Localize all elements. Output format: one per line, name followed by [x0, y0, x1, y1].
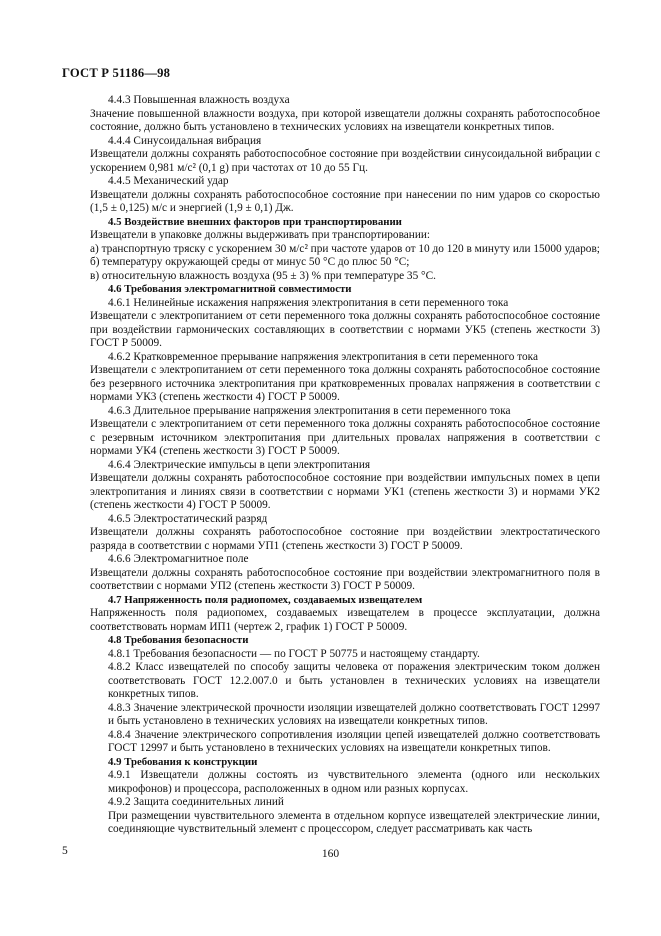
paragraph: Напряженность поля радиопомех, создаваемых извещателем в процессе эксплуатации, должна соответствовать нормам ИП1 (чертеж 2, график 1) ГОСТ Р 50009.: [90, 607, 600, 633]
paragraph: Извещатели должны сохранять работоспособное состояние при воздействии импульсных помех в цепи электропитания и линиях связи в соответствии с нормами УК1 (степень жесткости 3) и нормами УК2 (степень жесткости 4) ГОСТ Р 50009.: [90, 472, 600, 511]
paragraph: Извещатели с электропитанием от сети переменного тока должны сохранять работоспособное состояние при воздействии гармонических составляющих в соответствии с нормами УК5 (степень жесткости 3) ГОСТ Р 50009.: [90, 310, 600, 349]
section-heading: 4.7 Напряженность поля радиопомех, создаваемых извещателем: [108, 593, 423, 606]
paragraph: 4.8.1 Требования безопасности — по ГОСТ Р 50775 и настоящему стандарту.: [108, 647, 480, 660]
paragraph: При размещении чувствительного элемента в отдельном корпусе извещателей электрические линии, соединяющие чувствительный элемент с процессором, следует рассматривать как часть: [108, 809, 600, 835]
paragraph: в) относительную влажность воздуха (95 ± 3) % при температуре 35 °С.: [90, 269, 436, 282]
section-heading: 4.6 Требования электромагнитной совместимости: [108, 283, 352, 295]
paragraph: Извещатели в упаковке должны выдерживать при транспортировании:: [90, 229, 431, 241]
section-heading: 4.8 Требования безопасности: [108, 634, 249, 646]
paragraph: Значение повышенной влажности воздуха, при которой извещатели должны сохранять работоспособное состояние, должно быть установлено в технических условиях на извещатели конкретных типов.: [90, 107, 600, 133]
paragraph: 4.4.4 Синусоидальная вибрация: [108, 134, 262, 147]
paragraph: 4.8.2 Класс извещателей по способу защиты человека от поражения электрическим током должен соответствовать ГОСТ 12.2.007.0 и быть установлен в технических условиях на извещатели конкретных типов.: [108, 661, 600, 700]
page-number-left: 5: [62, 845, 68, 857]
paragraph: 4.6.6 Электромагнитное поле: [108, 553, 249, 565]
paragraph: Извещатели с электропитанием от сети переменного тока должны сохранять работоспособное состояние без резервного источника электропитания при кратковременных провалах напряжения в соответствии с нормами УК3 (степень жесткости 4) ГОСТ Р 50009.: [90, 364, 600, 403]
paragraph: 4.6.3 Длительное прерывание напряжения электропитания в сети переменного тока: [108, 404, 511, 417]
section-heading: 4.5 Воздействие внешних факторов при транспортировании: [108, 215, 402, 228]
paragraph: 4.6.5 Электростатический разряд: [108, 512, 268, 525]
section-heading: 4.9 Требования к конструкции: [108, 755, 258, 768]
document-body: [90, 94, 600, 837]
paragraph: Извещатели должны сохранять работоспособное состояние при воздействии электростатического разряда в соответствии с нормами УП1 (степень жесткости 3) ГОСТ Р 50009.: [90, 526, 600, 552]
paragraph: а) транспортную тряску с ускорением 30 м/с² при частоте ударов от 10 до 120 в минуту или 15000 ударов;: [90, 242, 600, 255]
paragraph: 4.6.1 Нелинейные искажения напряжения электропитания в сети переменного тока: [108, 296, 509, 309]
paragraph: 4.9.1 Извещатели должны состоять из чувствительного элемента (одного или нескольких микрофонов) и процессора, расположенных в одном или разных корпусах.: [108, 769, 600, 795]
paragraph: Извещатели должны сохранять работоспособное состояние при воздействии электромагнитного поля в соответствии с нормами УП2 (степень жесткости 3) ГОСТ Р 50009.: [90, 566, 600, 592]
paragraph: Извещатели должны сохранять работоспособное состояние при нанесении по ним ударов со скоростью (1,5 ± 0,125) м/с и энергией (1,9 ± 0,1) Дж.: [90, 188, 600, 214]
paragraph: 4.4.3 Повышенная влажность воздуха: [108, 94, 290, 106]
paragraph: б) температуру окружающей среды от минус 50 °С до плюс 50 °С;: [90, 256, 410, 268]
paragraph: 4.8.3 Значение электрической прочности изоляции извещателей должно соответствовать ГОСТ 12997 и быть установлено в технических условиях на извещатели конкретных типов.: [108, 701, 600, 727]
paragraph: 4.6.2 Кратковременное прерывание напряжения электропитания в сети переменного тока: [108, 350, 539, 363]
paragraph: Извещатели должны сохранять работоспособное состояние при воздействии синусоидальной вибрации с ускорением 0,981 м/с² (0,1 g) при частотах от 10 до 55 Гц.: [90, 148, 600, 174]
paragraph: 4.6.4 Электрические импульсы в цепи электропитания: [108, 458, 371, 471]
paragraph: 4.9.2 Защита соединительных линий: [108, 796, 284, 808]
page-number-center: 160: [321, 848, 340, 860]
document-header: ГОСТ Р 51186—98: [62, 66, 171, 80]
paragraph: 4.8.4 Значение электрического сопротивления изоляции цепей извещателей должно соответствовать ГОСТ 12997 и быть установлено в технических условиях на извещатели конкретных типов.: [108, 728, 600, 754]
paragraph: 4.4.5 Механический удар: [108, 175, 229, 187]
paragraph: Извещатели с электропитанием от сети переменного тока должны сохранять работоспособное состояние с резервным источником электропитания при длительных провалах напряжения в соответствии с нормами УК4 (степень жесткости 3) ГОСТ Р 50009.: [90, 418, 600, 457]
